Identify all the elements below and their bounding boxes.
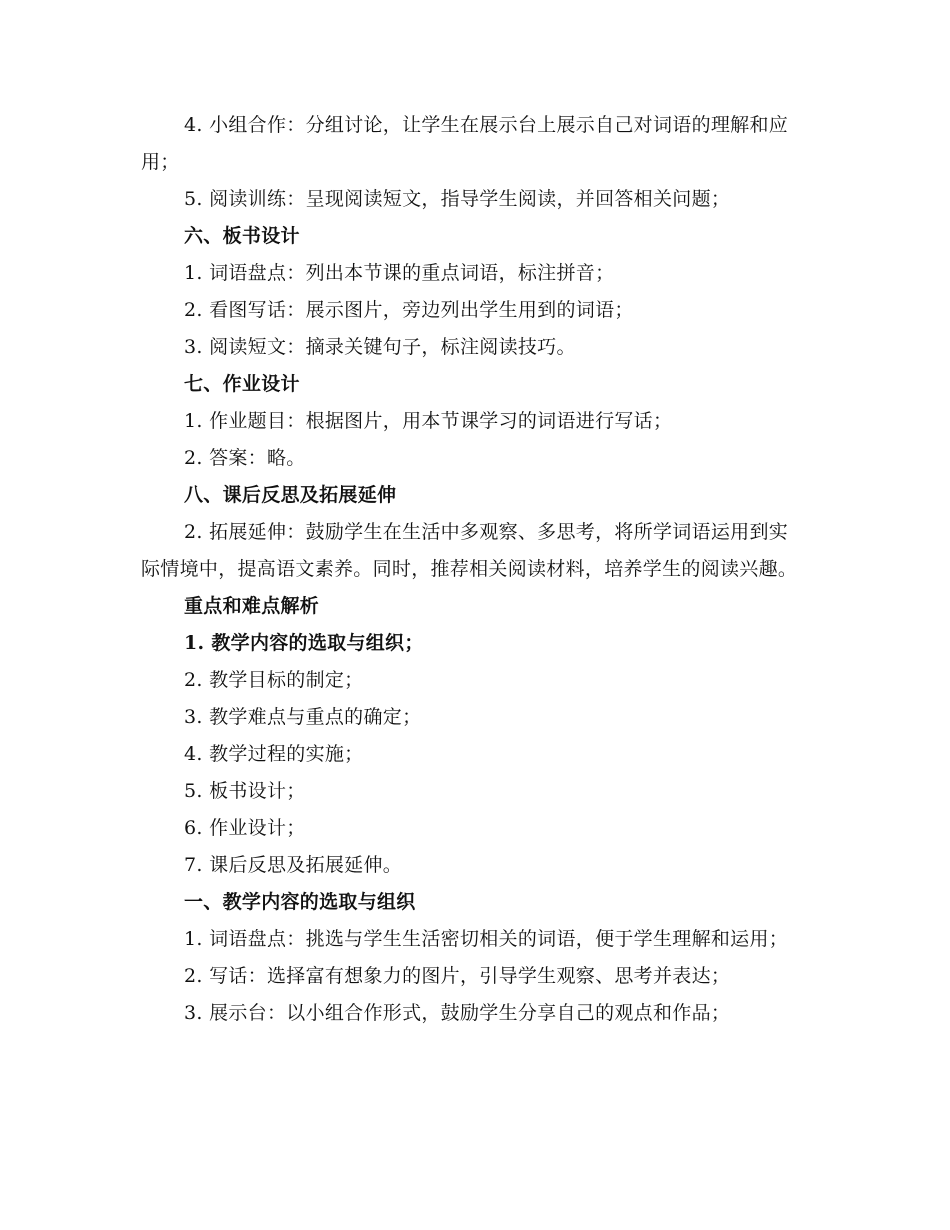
heading-blackboard-design: 六、板书设计 — [184, 225, 300, 247]
list-item-content-2: 2. 写话：选择富有想象力的图片，引导学生观察、思考并表达； — [184, 965, 731, 987]
paragraph-reading-training: 5. 阅读训练：呈现阅读短文，指导学生阅读，并回答相关问题； — [184, 188, 731, 210]
list-item-homework-1: 1. 作业题目：根据图片，用本节课学习的词语进行写话； — [184, 410, 673, 432]
paragraph-content-1: 1. 词语盘点：挑选与学生生活密切相关的词语，便于学生理解和运用； — [184, 928, 789, 950]
heading-homework-design: 七、作业设计 — [184, 373, 300, 395]
list-item-key-1: 1. 教学内容的选取与组织； — [184, 632, 424, 654]
list-item-blackboard-2: 2. 看图写话：展示图片，旁边列出学生用到的词语； — [184, 299, 634, 321]
paragraph-group-work: 4. 小组合作：分组讨论，让学生在展示台上展示自己对词语的理解和应用； — [141, 114, 789, 173]
paragraph-extension: 2. 拓展延伸：鼓励学生在生活中多观察、多思考，将所学词语运用到实际情境中，提高语文素养。同时，推荐相关阅读材料，培养学生的阅读兴趣。 — [141, 521, 798, 580]
list-item-content-3: 3. 展示台：以小组合作形式，鼓励学生分享自己的观点和作品； — [184, 1002, 731, 1024]
list-item-homework-2: 2. 答案：略。 — [184, 447, 306, 469]
heading-content-selection: 一、教学内容的选取与组织 — [184, 891, 416, 913]
list-item-key-4: 4. 教学过程的实施； — [184, 743, 364, 765]
list-item-blackboard-3: 3. 阅读短文：摘录关键句子，标注阅读技巧。 — [184, 336, 576, 358]
list-item-blackboard-1: 1. 词语盘点：列出本节课的重点词语，标注拼音； — [184, 262, 615, 284]
document-body — [141, 107, 806, 1032]
list-item-key-3: 3. 教学难点与重点的确定； — [184, 706, 422, 728]
list-item-key-7: 7. 课后反思及拓展延伸。 — [184, 854, 403, 876]
heading-reflection-extension: 八、课后反思及拓展延伸 — [184, 484, 397, 506]
list-item-key-5: 5. 板书设计； — [184, 780, 306, 802]
list-item-key-6: 6. 作业设计； — [184, 817, 306, 839]
list-item-key-2: 2. 教学目标的制定； — [184, 669, 364, 691]
heading-key-points: 重点和难点解析 — [184, 595, 320, 617]
